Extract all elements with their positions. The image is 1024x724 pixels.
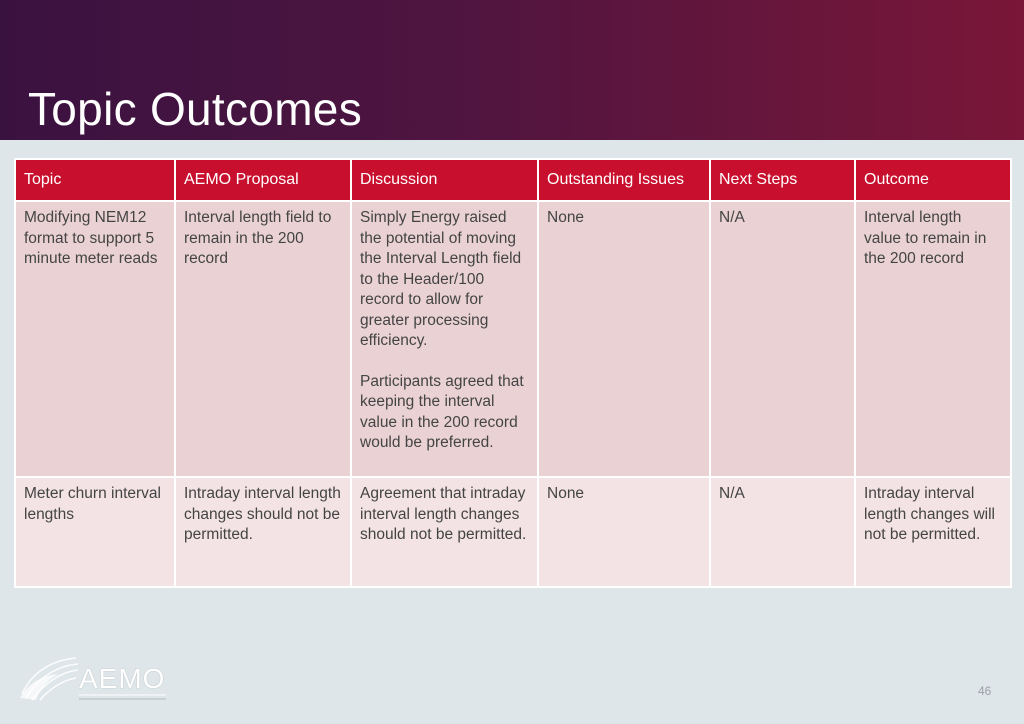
header-discussion: Discussion: [352, 160, 537, 200]
table-row: [16, 202, 1010, 476]
cell-issues: None: [539, 202, 709, 476]
header-topic: Topic: [16, 160, 174, 200]
discussion-paragraph: Simply Energy raised the potential of moving the Interval Length field to the Header/100 record to allow for greater processing efficiency.: [360, 209, 522, 349]
header-outcome: Outcome: [856, 160, 1010, 200]
cell-discussion: [352, 202, 537, 476]
cell-next-steps: N/A: [711, 478, 854, 586]
discussion-paragraph: Participants agreed that keeping the interval value in the 200 record would be preferred.: [360, 372, 524, 451]
header-next-steps: Next Steps: [711, 160, 854, 200]
cell-issues: None: [539, 478, 709, 586]
header-aemo-proposal: AEMO Proposal: [176, 160, 350, 200]
cell-topic: Meter churn interval lengths: [16, 478, 174, 586]
cell-outcome: Interval length value to remain in the 200 record: [856, 202, 1010, 476]
header-outstanding-issues: Outstanding Issues: [539, 160, 709, 200]
discussion-paragraph: Agreement that intraday interval length changes should not be permitted.: [360, 485, 527, 543]
cell-outcome: Intraday interval length changes will not be permitted.: [856, 478, 1010, 586]
table-row: [16, 478, 1010, 586]
table-header-row: [16, 160, 1010, 200]
logo-text: AEMO: [79, 663, 166, 694]
page-number: 46: [978, 684, 992, 698]
outcomes-table: [14, 158, 1012, 588]
cell-proposal: Intraday interval length changes should not be permitted.: [176, 478, 350, 586]
page-title: Topic Outcomes: [28, 83, 362, 135]
cell-discussion: [352, 478, 537, 586]
cell-next-steps: N/A: [711, 202, 854, 476]
cell-topic: Modifying NEM12 format to support 5 minute meter reads: [16, 202, 174, 476]
cell-proposal: Interval length field to remain in the 200 record: [176, 202, 350, 476]
